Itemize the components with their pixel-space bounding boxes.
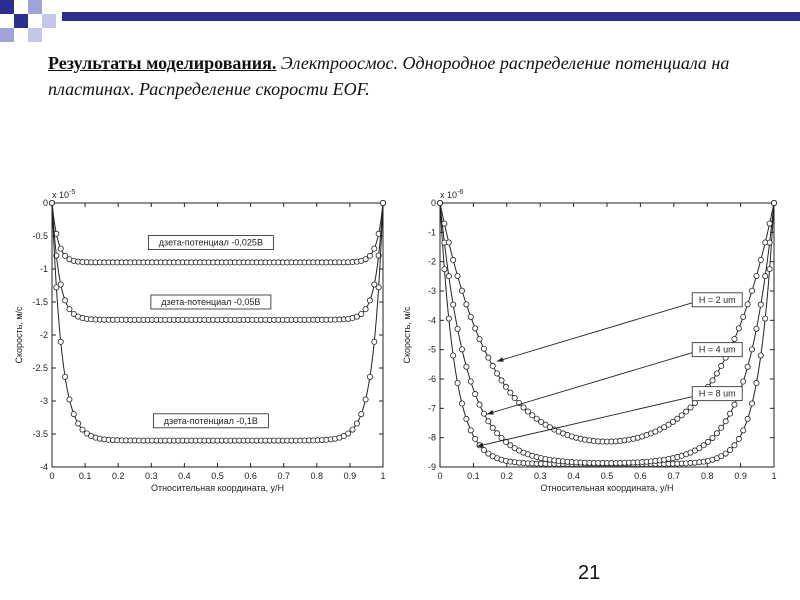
data-point xyxy=(367,374,372,379)
data-point xyxy=(745,416,750,421)
y-tick-label: -1 xyxy=(39,264,48,274)
scale-factor-base: x 10 xyxy=(440,190,458,200)
x-tick-label: 0.9 xyxy=(343,471,357,481)
data-point xyxy=(380,200,385,205)
data-point xyxy=(749,288,754,293)
data-point xyxy=(758,257,763,262)
data-point xyxy=(455,326,460,331)
data-point xyxy=(495,371,500,376)
data-point xyxy=(459,401,464,406)
annotation-arrowhead xyxy=(497,357,504,362)
data-point xyxy=(521,405,526,410)
data-point xyxy=(62,374,67,379)
data-point xyxy=(745,364,750,369)
data-point xyxy=(372,246,377,251)
data-point xyxy=(741,379,746,384)
data-point xyxy=(455,273,460,278)
x-tick-label: 0.3 xyxy=(145,471,158,481)
series-line xyxy=(52,203,383,262)
series-line xyxy=(440,203,774,463)
corner-decoration xyxy=(0,0,62,44)
data-point xyxy=(732,443,737,448)
data-point xyxy=(442,267,447,272)
data-point xyxy=(477,336,482,341)
series-annotation xyxy=(153,414,268,428)
data-point xyxy=(723,451,728,456)
y-axis-label: Скорость, м/с xyxy=(402,306,412,364)
annotation-arrow xyxy=(487,353,692,415)
scale-factor xyxy=(440,189,463,200)
data-point xyxy=(727,411,732,416)
data-point xyxy=(692,400,697,405)
data-point xyxy=(477,402,482,407)
data-point xyxy=(763,274,768,279)
data-point xyxy=(710,435,715,440)
data-point xyxy=(508,390,513,395)
data-point xyxy=(530,413,535,418)
data-point xyxy=(481,346,486,351)
data-point xyxy=(62,298,67,303)
data-point xyxy=(376,285,381,290)
y-axis-label: Скорость, м/с xyxy=(14,306,24,364)
y-tick-label: -1 xyxy=(427,227,436,238)
data-point xyxy=(758,353,763,358)
scale-factor-base: x 10 xyxy=(52,190,70,200)
data-point xyxy=(754,380,759,385)
data-point xyxy=(67,397,72,402)
data-point xyxy=(473,436,478,441)
x-tick-label: 0.5 xyxy=(600,471,614,481)
header-bar xyxy=(62,12,800,21)
data-point xyxy=(76,421,81,426)
x-tick-label: 0 xyxy=(49,471,55,481)
x-tick-label: 0.5 xyxy=(211,471,224,481)
data-point xyxy=(512,395,517,400)
data-point xyxy=(723,419,728,424)
x-tick-label: 0.2 xyxy=(111,471,125,481)
data-point xyxy=(49,200,54,205)
series-annotation xyxy=(148,236,273,250)
data-point xyxy=(714,371,719,376)
data-point xyxy=(58,246,63,251)
chart-channel-height xyxy=(398,183,788,498)
data-point xyxy=(741,314,746,319)
data-point xyxy=(346,431,351,436)
data-point xyxy=(767,221,772,226)
data-point xyxy=(464,364,469,369)
data-point xyxy=(727,447,732,452)
data-point xyxy=(490,363,495,368)
data-point xyxy=(367,253,372,258)
data-point xyxy=(54,285,59,290)
x-axis-label: Относительная координата, y/H xyxy=(540,483,674,493)
annotation-label: H = 2 um xyxy=(698,294,736,305)
data-point xyxy=(771,200,776,205)
data-point xyxy=(354,421,359,426)
x-tick-label: 0.6 xyxy=(244,471,257,481)
data-point xyxy=(481,447,486,452)
x-tick-label: 0.2 xyxy=(500,471,514,481)
data-point xyxy=(719,425,724,430)
annotation-label: H = 4 um xyxy=(698,344,736,355)
x-tick-label: 0.7 xyxy=(667,471,681,481)
data-point xyxy=(719,363,724,368)
data-point xyxy=(468,379,473,384)
y-tick-label: -2 xyxy=(427,256,436,267)
chart-zeta-potential xyxy=(10,183,390,498)
data-point xyxy=(459,347,464,352)
data-point xyxy=(732,336,737,341)
slide-title xyxy=(48,50,768,102)
data-point xyxy=(442,221,447,226)
data-point xyxy=(758,302,763,307)
series-annotation xyxy=(487,343,742,415)
y-tick-label: -2.5 xyxy=(32,363,48,373)
y-tick-label: -9 xyxy=(427,462,436,472)
data-point xyxy=(363,307,368,312)
y-tick-label: -8 xyxy=(427,432,436,443)
data-point xyxy=(437,200,442,205)
data-point xyxy=(67,307,72,312)
x-tick-label: 0.1 xyxy=(467,471,480,481)
data-point xyxy=(679,413,684,418)
data-point xyxy=(468,428,473,433)
data-point xyxy=(446,274,451,279)
page-number: 21 xyxy=(578,562,601,584)
data-point xyxy=(71,411,76,416)
x-axis-label: Относительная координата, y/H xyxy=(150,483,285,493)
data-point xyxy=(58,339,63,344)
y-tick-label: -3 xyxy=(39,396,48,406)
x-tick-label: 1 xyxy=(771,471,777,481)
data-point xyxy=(490,425,495,430)
annotation-arrowhead xyxy=(487,410,494,415)
y-tick-label: -4 xyxy=(39,462,48,472)
data-point xyxy=(372,339,377,344)
data-point xyxy=(741,428,746,433)
data-point xyxy=(525,409,530,414)
y-tick-label: -2 xyxy=(39,330,48,340)
annotation-label: H = 8 um xyxy=(698,388,736,399)
data-point xyxy=(350,427,355,432)
y-tick-label: 0 xyxy=(42,198,48,208)
data-point xyxy=(359,411,364,416)
data-point xyxy=(363,397,368,402)
x-tick-label: 1 xyxy=(380,471,386,481)
slide-title-bold: Результаты моделирования. xyxy=(48,53,277,73)
y-tick-label: -6 xyxy=(427,374,436,384)
x-tick-label: 0.8 xyxy=(700,471,714,481)
annotation-label: дзета-потенциал -0,025В xyxy=(158,237,263,248)
x-tick-label: 0.4 xyxy=(567,471,580,481)
y-tick-label: -3 xyxy=(427,286,436,296)
data-point xyxy=(499,378,504,383)
data-point xyxy=(749,401,754,406)
y-tick-label: -3.5 xyxy=(32,429,48,439)
y-tick-label: -4 xyxy=(427,315,436,326)
data-point xyxy=(486,355,491,360)
data-point xyxy=(710,378,715,383)
data-point xyxy=(473,326,478,331)
y-tick-label: -7 xyxy=(427,403,436,414)
data-point xyxy=(745,302,750,307)
y-tick-label: -0.5 xyxy=(32,231,48,241)
data-point xyxy=(473,391,478,396)
data-point xyxy=(363,257,368,262)
scale-factor-exponent: -5 xyxy=(69,189,76,196)
data-point xyxy=(749,347,754,352)
data-point xyxy=(359,311,364,316)
x-tick-label: 0.9 xyxy=(734,471,747,481)
data-point xyxy=(763,316,768,321)
x-tick-label: 0.1 xyxy=(78,471,92,481)
data-point xyxy=(486,419,491,424)
data-point xyxy=(446,316,451,321)
data-point xyxy=(675,416,680,421)
data-point xyxy=(446,240,451,245)
series-annotation xyxy=(151,295,271,309)
data-point xyxy=(468,314,473,319)
data-point xyxy=(367,298,372,303)
annotation-label: дзета-потенциал -0,05В xyxy=(161,297,261,307)
series-line xyxy=(440,203,774,442)
data-point xyxy=(503,384,508,389)
data-point xyxy=(62,253,67,258)
slide-title-italic: Электроосмос. Однородное распределение потенциала на пластинах. Распределение скорости EOF. xyxy=(48,53,730,99)
y-tick-label: 0 xyxy=(430,198,436,208)
data-point xyxy=(499,435,504,440)
x-tick-label: 0.3 xyxy=(533,471,547,481)
data-point xyxy=(80,427,85,432)
data-point xyxy=(495,431,500,436)
annotation-label: дзета-потенциал -0,1В xyxy=(163,415,258,426)
data-point xyxy=(688,405,693,410)
y-tick-label: -5 xyxy=(427,344,436,355)
data-point xyxy=(754,273,759,278)
data-point xyxy=(763,240,768,245)
data-point xyxy=(767,267,772,272)
data-point xyxy=(732,402,737,407)
data-point xyxy=(714,431,719,436)
scale-factor xyxy=(52,189,75,200)
data-point xyxy=(754,326,759,331)
x-tick-label: 0 xyxy=(437,471,443,481)
data-point xyxy=(736,326,741,331)
data-point xyxy=(705,439,710,444)
data-point xyxy=(451,353,456,358)
data-point xyxy=(459,288,464,293)
data-point xyxy=(684,409,689,414)
x-tick-label: 0.4 xyxy=(178,471,191,481)
x-tick-label: 0.7 xyxy=(277,471,290,481)
data-point xyxy=(736,436,741,441)
annotation-arrow xyxy=(497,303,692,362)
data-point xyxy=(464,302,469,307)
data-point xyxy=(481,411,486,416)
data-point xyxy=(451,257,456,262)
x-tick-label: 0.6 xyxy=(634,471,647,481)
data-point xyxy=(451,302,456,307)
x-tick-label: 0.8 xyxy=(310,471,324,481)
data-point xyxy=(455,380,460,385)
data-point xyxy=(464,416,469,421)
scale-factor-exponent: -6 xyxy=(457,189,464,196)
y-tick-label: -1.5 xyxy=(32,297,48,307)
